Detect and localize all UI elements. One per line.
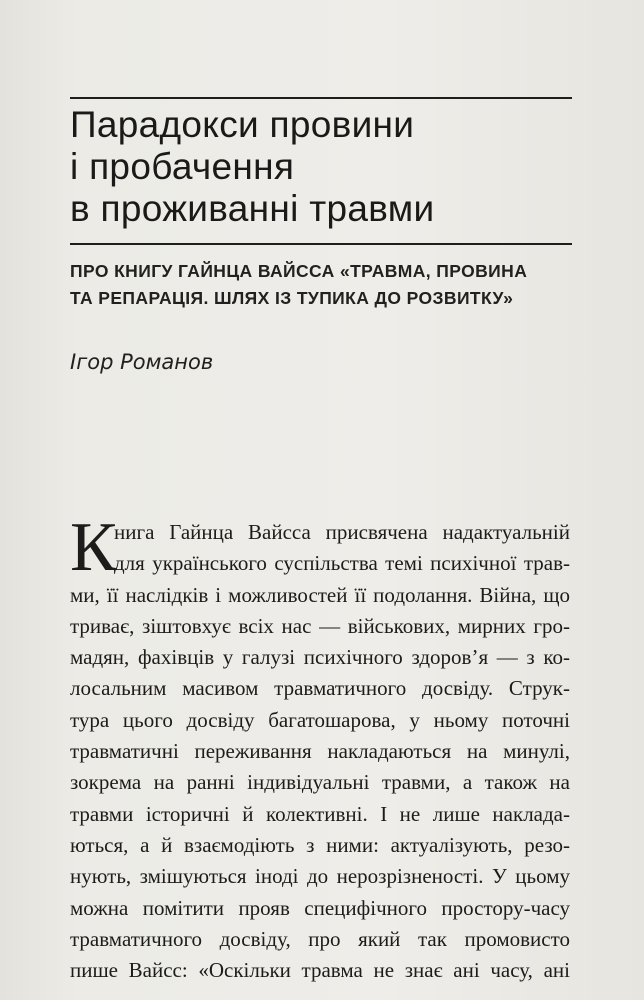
drop-cap: К xyxy=(70,509,117,586)
body-line: триває, зіштовхує всіх нас — військових, мирних гро- xyxy=(70,613,570,638)
body-line: для українського суспільства темі психічної трав- xyxy=(114,551,570,576)
article-subtitle xyxy=(70,258,580,312)
body-line: ються, а й взаємодіють з ними: актуалізують, резо- xyxy=(70,832,570,857)
subtitle-line: ТА РЕПАРАЦІЯ. ШЛЯХ ІЗ ТУПИКА ДО РОЗВИТКУ» xyxy=(70,288,514,308)
body-line: травми історичні й колективні. І не лише наклада- xyxy=(70,801,570,826)
body-line: мадян, фахівців у галузі психічного здоров’я — з ко- xyxy=(70,645,570,670)
body-paragraph xyxy=(70,509,570,986)
subtitle-line: ПРО КНИГУ ГАЙНЦА ВАЙССА «ТРАВМА, ПРОВИНА xyxy=(70,261,528,281)
top-divider xyxy=(70,97,572,99)
body-line: пише Вайсс: «Оскільки травма не знає ані часу, ані xyxy=(70,958,570,983)
body-line: травматичні переживання накладаються на минулі, xyxy=(70,739,570,764)
author-name: Ігор Романов xyxy=(70,350,214,374)
middle-divider xyxy=(70,243,572,245)
body-line: лосальним масивом травматичного досвіду. Струк- xyxy=(70,676,570,701)
title-line: Парадокси провини xyxy=(70,104,415,145)
body-line: зокрема на ранні індивідуальні травми, а також на xyxy=(70,770,570,795)
body-line: можна помітити прояв специфічного простору-часу xyxy=(70,895,570,920)
article-title xyxy=(70,104,580,230)
body-line: ми, її наслідків і можливостей її подолання. Війна, що xyxy=(70,582,570,607)
title-line: і пробачення xyxy=(70,146,295,187)
body-line: нують, змішуються іноді до нерозрізненості. У цьому xyxy=(70,864,570,889)
title-line: в проживанні травми xyxy=(70,188,435,229)
body-line: травматичного досвіду, про який так промовисто xyxy=(70,926,570,951)
body-line: тура цього досвіду багатошарова, у ньому поточні xyxy=(70,707,570,732)
body-line: нига Гайнца Вайсса присвячена надактуальній xyxy=(114,520,570,544)
